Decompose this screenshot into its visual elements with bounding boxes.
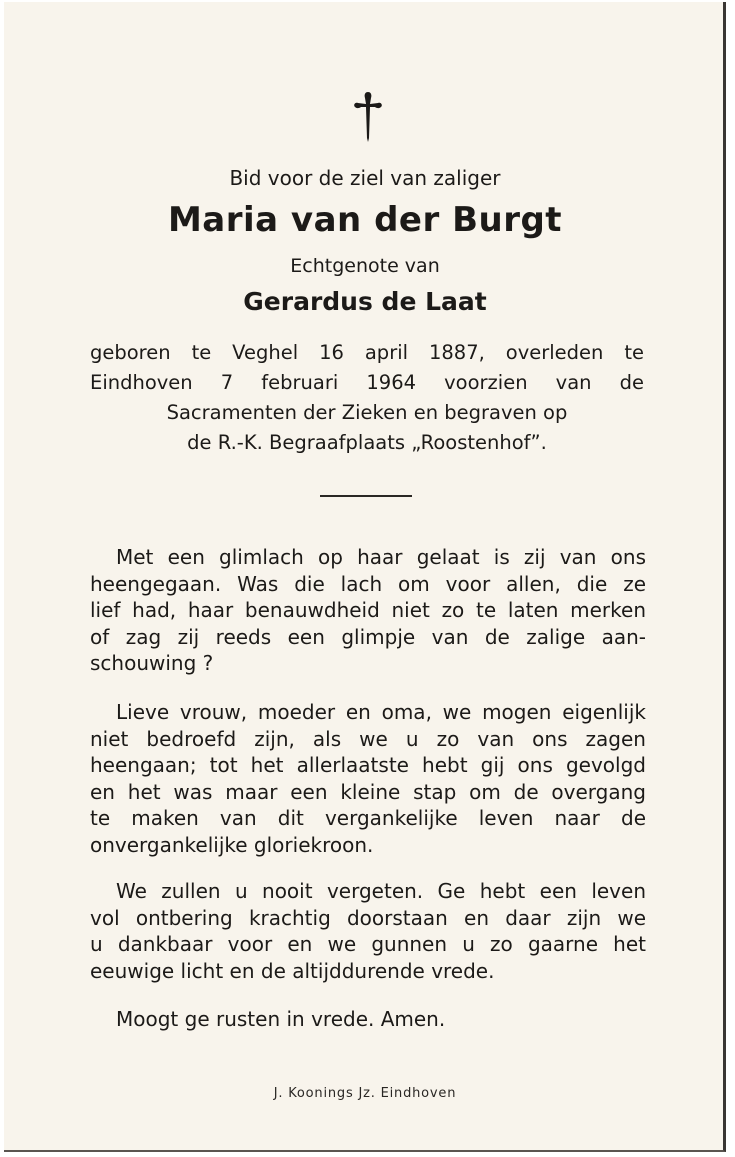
divider <box>320 495 412 497</box>
paragraph-line: niet bedroefd zijn, als we u zo van ons zagen <box>90 726 646 751</box>
paragraph-1 <box>90 544 646 677</box>
paragraph-3 <box>90 878 646 984</box>
paragraph-4 <box>90 1006 646 1033</box>
paragraph-line: vol ontbering krachtig doorstaan en daar zijn we <box>90 905 646 930</box>
memorial-card <box>4 2 726 1152</box>
cross-icon <box>348 86 388 146</box>
paragraph-line: eeuwige licht en de altijddurende vrede. <box>90 958 495 983</box>
paragraph-line: We zullen u nooit vergeten. Ge hebt een leven <box>116 879 646 903</box>
bio-line: de R.-K. Begraafplaats „Roostenhof”. <box>187 431 547 454</box>
deceased-name: Maria van der Burgt <box>167 200 563 240</box>
paragraph-line: schouwing ? <box>90 651 214 675</box>
paragraph-line: heengaan; tot het allerlaatste hebt gij ons gevolgd <box>90 753 646 777</box>
paragraph-line: Lieve vrouw, moeder en oma, we mogen eigenlijk <box>116 700 646 724</box>
intro-text: Bid voor de ziel van zaliger <box>229 166 501 190</box>
paragraph-line: Met een glimlach op haar gelaat is zij van ons <box>116 545 646 569</box>
bio-line: Sacramenten der Zieken en begraven op <box>166 401 568 424</box>
spouse-name: Gerardus de Laat <box>243 287 487 316</box>
paragraph-2 <box>90 699 646 858</box>
paragraph-line: of zag zij reeds een glimpje van de zalige aan- <box>90 624 646 649</box>
paragraph-line: lief had, haar benauwdheid niet zo te laten merken <box>90 598 646 622</box>
biography <box>90 338 644 458</box>
paragraph-line: onvergankelijke gloriekroon. <box>90 832 374 857</box>
paragraph-line: en het was maar een kleine stap om de overgang <box>90 779 646 804</box>
bio-line: Eindhoven 7 februari 1964 voorzien van de <box>90 371 644 394</box>
paragraph-line: Moogt ge rusten in vrede. Amen. <box>116 1007 446 1031</box>
printer-credit: J. Koonings Jz. Eindhoven <box>273 1086 457 1101</box>
paragraph-line: te maken van dit vergankelijke leven naar de <box>90 806 646 830</box>
paragraph-line: u dankbaar voor en we gunnen u zo gaarne het <box>90 932 646 956</box>
bio-line: geboren te Veghel 16 april 1887, overleden te <box>90 341 644 364</box>
paragraph-line: heengegaan. Was die lach om voor allen, die ze <box>90 571 646 596</box>
spouse-label: Echtgenote van <box>290 255 440 277</box>
